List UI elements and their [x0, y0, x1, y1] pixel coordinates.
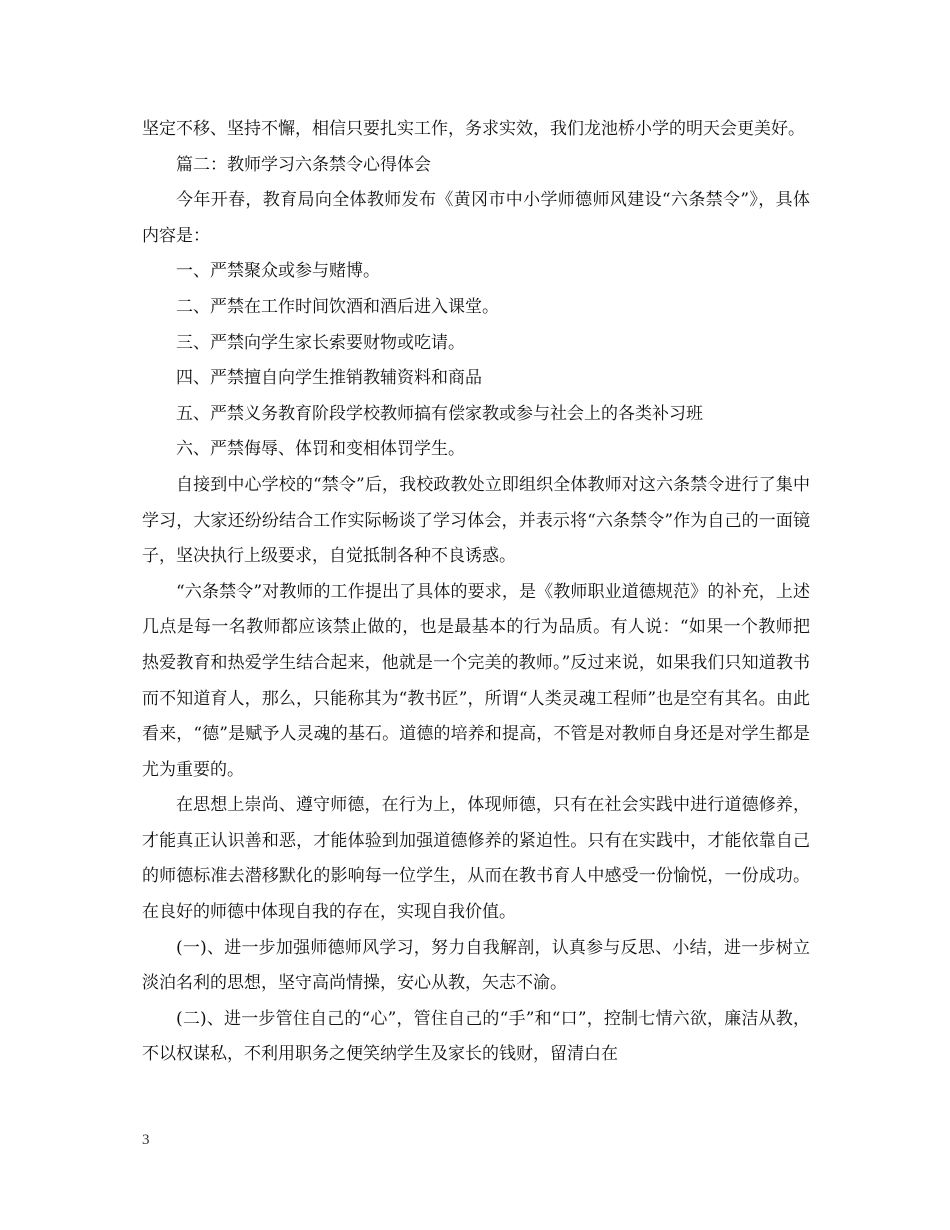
paragraph: 坚定不移、坚持不懈，相信只要扎实工作，务求实效，我们龙池桥小学的明天会更美好。 [142, 119, 805, 139]
document-body [142, 112, 810, 1073]
list-item: 六、严禁侮辱、体罚和变相体罚学生。 [176, 439, 465, 460]
section-heading: 篇二：教师学习六条禁令心得体会 [176, 154, 431, 175]
list-item: 五、严禁义务教育阶段学校教师搞有偿家教或参与社会上的各类补习班 [176, 403, 703, 424]
page-number: 3 [142, 1132, 150, 1148]
paragraph: 今年开春，教育局向全体教师发布《黄冈市中小学师德师风建设“六条禁令”》，具体内容是： [142, 190, 810, 246]
list-item: 一、严禁聚众或参与赌博。 [176, 261, 380, 282]
paragraph: (一)、进一步加强师德师风学习，努力自我解剖，认真参与反思、小结，进一步树立淡泊名利的思想，坚守高尚情操，安心从教，矢志不渝。 [142, 937, 810, 994]
list-item: 二、严禁在工作时间饮酒和酒后进入课堂。 [176, 296, 499, 317]
list-item: 四、严禁擅自向学生推销教辅资料和商品 [176, 368, 482, 389]
paragraph: “六条禁令”对教师的工作提出了具体的要求，是《教师职业道德规范》的补充，上述几点是每一名教师都应该禁止做的，也是最基本的行为品质。有人说：“如果一个教师把热爱教育和热爱学生结合起来，他就是一个完美的教师。”反过来说，如果我们只知道教书而不知道育人，那么，只能称其为“教书匠”，所谓“人类灵魂工程师”也是空有其名。由此看来，“德”是赋予人灵魂的基石。道德的培养和提高，不管是对教师自身还是对学生都是尤为重要的。 [142, 581, 810, 780]
paragraph: 在思想上崇尚、遵守师德，在行为上，体现师德，只有在社会实践中进行道德修养，才能真正认识善和恶，才能体验到加强道德修养的紧迫性。只有在实践中，才能依靠自己的师德标准去潜移默化的影响每一位学生，从而在教书育人中感受一份愉悦，一份成功。在良好的师德中体现自我的存在，实现自我价值。 [142, 795, 810, 923]
list-item: 三、严禁向学生家长索要财物或吃请。 [176, 332, 465, 353]
paragraph: (二)、进一步管住自己的“心”，管住自己的“手”和“口”，控制七情六欲，廉洁从教，不以权谋私，不利用职务之便笑纳学生及家长的钱财，留清白在 [142, 1008, 810, 1065]
paragraph: 自接到中心学校的“禁令”后，我校政教处立即组织全体教师对这六条禁令进行了集中学习，大家还纷纷结合工作实际畅谈了学习体会，并表示将“六条禁令”作为自己的一面镜子，坚决执行上级要求，自觉抵制各种不良诱惑。 [142, 474, 810, 567]
